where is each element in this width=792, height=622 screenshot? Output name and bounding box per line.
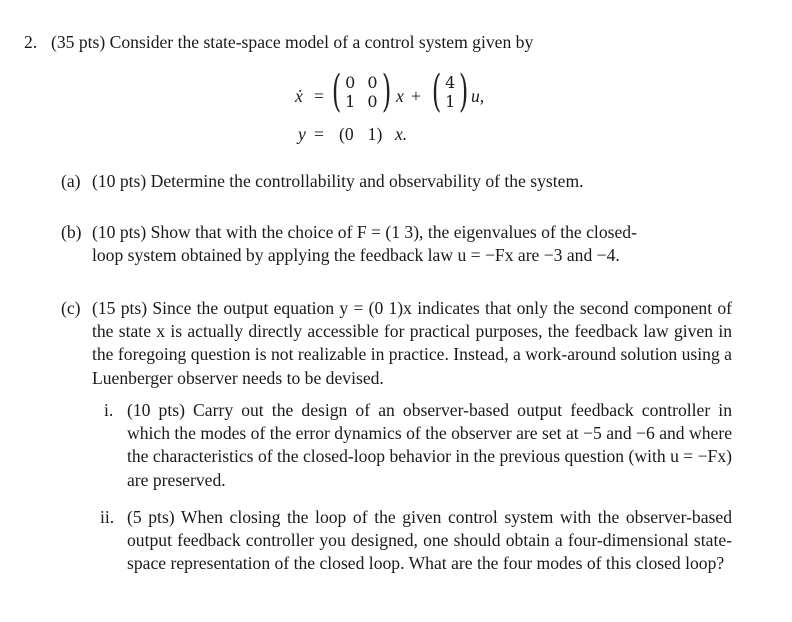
matrix-A-entry: 1 xyxy=(345,91,356,111)
part-a-text: (10 pts) Determine the controllability and observability of the system. xyxy=(92,171,584,191)
matrix-A-entry: 0 xyxy=(367,91,378,111)
state-x: x xyxy=(396,86,404,106)
part-c-i-label: i. xyxy=(104,400,114,420)
matrix-A-grid xyxy=(345,74,377,111)
part-b-label: (b) xyxy=(61,222,82,242)
part-c-ii-label: ii. xyxy=(100,507,115,527)
left-paren: ( xyxy=(339,124,345,144)
matrix-B xyxy=(428,66,473,117)
xdot-symbol: ẋ xyxy=(295,86,303,106)
matrix-C-entry: 1 xyxy=(367,124,377,144)
equals-sign: = xyxy=(314,124,324,144)
matrix-A-entry: 0 xyxy=(367,72,378,92)
plus-sign: + xyxy=(411,86,421,106)
left-paren: ( xyxy=(431,66,442,117)
matrix-B-entry: 1 xyxy=(445,91,456,111)
state-x-tail: x. xyxy=(395,124,408,144)
matrix-A-entry: 0 xyxy=(345,72,356,92)
input-u: u, xyxy=(471,86,485,106)
problem-header: (35 pts) Consider the state-space model of a control system given by xyxy=(51,32,534,52)
matrix-B-entry: 4 xyxy=(445,72,456,92)
output-y: y xyxy=(298,124,306,144)
matrix-B-grid xyxy=(445,74,455,111)
matrix-A xyxy=(328,66,395,117)
matrix-C-entry: 0 xyxy=(344,124,354,144)
part-b-line-2: loop system obtained by applying the feedback law u = −Fx are −3 and −4. xyxy=(92,245,620,265)
part-c-i-text: (10 pts) Carry out the design of an observer-based output feedback controller in which the modes of the error dynamics of the observer are set at −5 and −6 and where the characteristics of the closed-loop behavior in the previous question (with u = −Fx) are preserved. xyxy=(127,400,732,490)
matrix-C xyxy=(339,124,382,145)
right-paren: ) xyxy=(376,124,383,144)
right-paren: ) xyxy=(459,66,469,117)
right-paren: ) xyxy=(381,66,391,117)
problem-number: 2. xyxy=(24,32,38,52)
part-c-ii-text: (5 pts) When closing the loop of the given control system with the observer-based output feedback controller you designed, one should obtain a four-dimensional state-space representation of the closed loop. What are the four modes of this closed loop? xyxy=(127,507,732,574)
left-paren: ( xyxy=(331,66,342,117)
part-c-text: (15 pts) Since the output equation y = (0 1)x indicates that only the second component of the state x is actually directly accessible for practical purposes, the feedback law given in the foregoing question is not realizable in practice. Instead, a work-around solution using a Luenberger observer needs to be devised. xyxy=(92,298,732,388)
part-b-line-1: (10 pts) Show that with the choice of F = (1 3), the eigenvalues of the closed- xyxy=(92,222,637,242)
part-c-label: (c) xyxy=(61,298,81,318)
equals-sign: = xyxy=(314,86,324,106)
part-a-label: (a) xyxy=(61,171,81,191)
